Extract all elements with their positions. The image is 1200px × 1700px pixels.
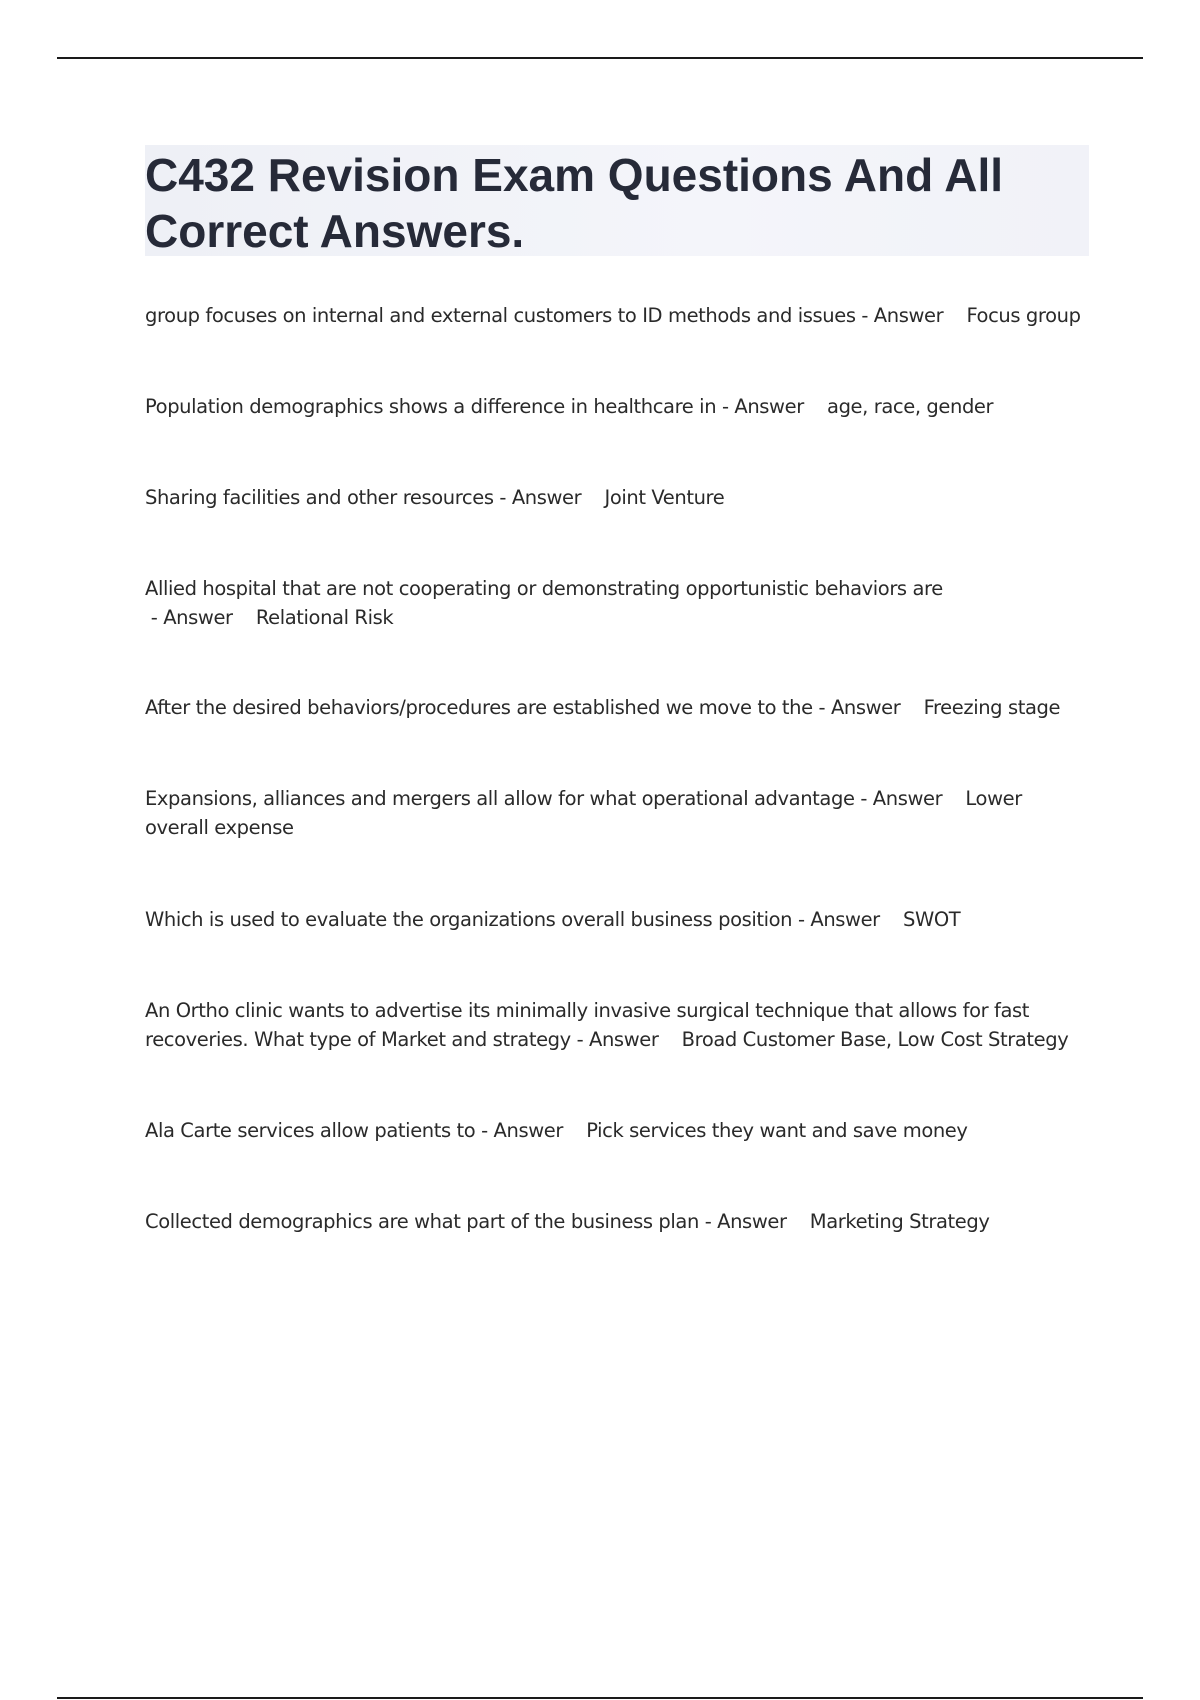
qa-item bbox=[145, 392, 1095, 421]
qa-item bbox=[145, 693, 1095, 722]
page-title: C432 Revision Exam Questions And All Correct Answers. bbox=[145, 149, 1004, 257]
answer-text: SWOT bbox=[903, 908, 961, 931]
answer-text: Broad Customer Base, Low Cost Strategy bbox=[681, 1028, 1069, 1051]
top-rule bbox=[57, 57, 1143, 59]
bottom-rule bbox=[57, 1697, 1143, 1699]
answer-separator: - Answer bbox=[792, 908, 903, 931]
answer-separator: - Answer bbox=[698, 1210, 810, 1233]
answer-separator: - Answer bbox=[475, 1119, 587, 1142]
answer-text: age, race, gender bbox=[827, 395, 994, 418]
qa-item bbox=[145, 1207, 1095, 1236]
question-text: Ala Carte services allow patients to bbox=[145, 1119, 476, 1142]
question-text: Population demographics shows a difference in healthcare in bbox=[145, 395, 717, 418]
question-text: Which is used to evaluate the organizations overall business position bbox=[145, 908, 793, 931]
question-text: Expansions, alliances and mergers all allow for what operational advantage bbox=[145, 787, 855, 810]
answer-text: Lower overall expense bbox=[145, 787, 1022, 839]
answer-separator: - Answer bbox=[854, 787, 966, 810]
question-text: group focuses on internal and external customers to ID methods and issues bbox=[145, 304, 856, 327]
question-text: Sharing facilities and other resources bbox=[145, 486, 494, 509]
title-block bbox=[145, 145, 1089, 256]
answer-text: Relational Risk bbox=[255, 606, 394, 629]
answer-text: Marketing Strategy bbox=[809, 1210, 990, 1233]
answer-separator: - Answer bbox=[570, 1028, 682, 1051]
answer-separator: - Answer bbox=[855, 304, 967, 327]
answer-separator: - Answer bbox=[145, 606, 256, 629]
question-text: After the desired behaviors/procedures are established we move to the bbox=[145, 696, 813, 719]
qa-item bbox=[145, 574, 1015, 632]
question-text: Allied hospital that are not cooperating or demonstrating opportunistic behaviors are bbox=[145, 577, 943, 600]
question-text: Collected demographics are what part of the business plan bbox=[145, 1210, 699, 1233]
qa-item bbox=[145, 301, 1095, 330]
answer-separator: - Answer bbox=[716, 395, 828, 418]
answer-text: Pick services they want and save money bbox=[586, 1119, 968, 1142]
qa-item bbox=[145, 483, 1095, 512]
qa-item bbox=[145, 784, 1065, 842]
answer-text: Focus group bbox=[966, 304, 1081, 327]
question-text: An Ortho clinic wants to advertise its minimally invasive surgical technique that allows for fast recoveries. What type of Market and strategy bbox=[145, 999, 1030, 1051]
qa-item bbox=[145, 905, 1095, 934]
qa-item bbox=[145, 1116, 1095, 1145]
answer-text: Joint Venture bbox=[604, 486, 725, 509]
answer-text: Freezing stage bbox=[923, 696, 1061, 719]
answer-separator: - Answer bbox=[812, 696, 924, 719]
answer-separator: - Answer bbox=[493, 486, 605, 509]
qa-item bbox=[145, 996, 1095, 1054]
